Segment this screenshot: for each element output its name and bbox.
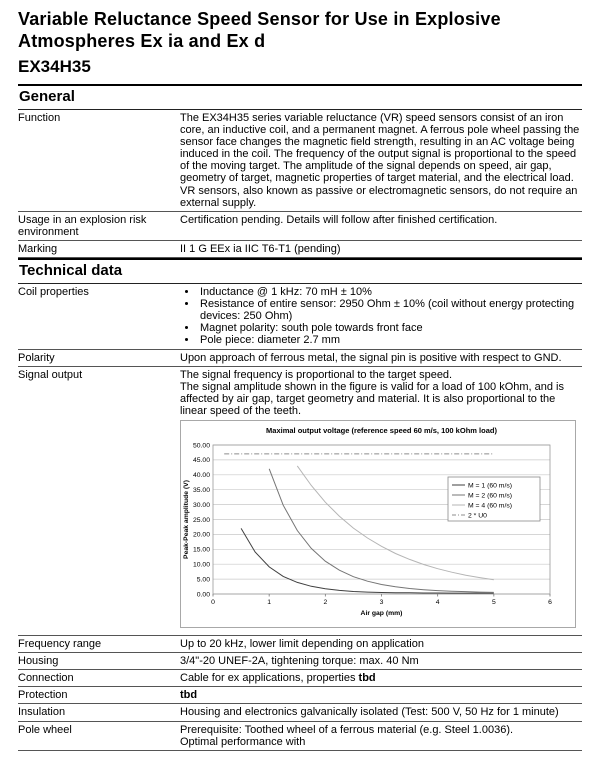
y-tick-label: 0.00 xyxy=(196,591,210,599)
table-row-function xyxy=(18,110,582,212)
row-value-paragraph: The signal frequency is proportional to the target speed. xyxy=(180,368,453,381)
row-value-paragraph: The EX34H35 series variable reluctance (VR) speed sensors consist of an iron core, an inductive coil, and a permanent magnet. A ferrous pole wheel passing the sensor face changes the magnetic field strength, resulting in an AC voltage being induced in the coil. The frequency of the output signal is proportional to the speed of the moving target. The amplitude of the signal depends on speed, air gap, geometry of target, magnetic properties of target material, and the electrical load. VR sensors, also known as passive or electromagnetic sensors, do not require an external supply. xyxy=(180,112,580,209)
section-technical-data xyxy=(18,258,582,751)
bullet-item: • Pole piece: diameter 2.7 mm xyxy=(198,334,582,346)
row-value xyxy=(180,689,582,701)
y-tick-label: 10.00 xyxy=(192,561,210,569)
row-value-paragraph: II 1 G EEx ia IIC T6-T1 (pending) xyxy=(180,242,341,255)
bullet-item: • Inductance @ 1 kHz: 70 mH ± 10% xyxy=(198,286,582,298)
table-row-coil-properties xyxy=(18,284,582,349)
row-label: Marking xyxy=(18,242,58,255)
bullet-list xyxy=(198,286,582,346)
y-tick-label: 20.00 xyxy=(192,531,210,539)
x-tick-label: 0 xyxy=(211,598,215,606)
row-value xyxy=(180,706,582,718)
row-label: Usage in an explosion risk environment xyxy=(18,213,147,238)
y-tick-label: 40.00 xyxy=(192,472,210,480)
table-row-connection xyxy=(18,670,582,687)
row-value xyxy=(180,214,582,238)
table-row-pole-wheel xyxy=(18,722,582,751)
y-tick-label: 30.00 xyxy=(192,501,210,509)
bullet-item: • Magnet polarity: south pole towards front face xyxy=(198,322,582,334)
row-value xyxy=(180,724,582,748)
page-title-line2: Atmospheres Ex ia and Ex d xyxy=(18,31,266,51)
table-row-housing xyxy=(18,653,582,670)
row-value-paragraph xyxy=(180,672,582,684)
y-tick-label: 50.00 xyxy=(192,442,210,450)
row-label: Signal output xyxy=(18,368,83,381)
table-row-marking xyxy=(18,241,582,258)
row-value xyxy=(180,655,582,667)
row-value-paragraph: Housing and electronics galvanically isolated (Test: 500 V, 50 Hz for 1 minute) xyxy=(180,706,559,719)
x-tick-label: 4 xyxy=(435,598,440,606)
row-label: Function xyxy=(18,112,61,124)
row-value-paragraph: Optimal performance with xyxy=(180,735,306,748)
row-value-paragraph: Prerequisite: Toothed wheel of a ferrous material (e.g. Steel 1.0036). xyxy=(180,723,514,736)
table-row-frequency-range xyxy=(18,636,582,653)
row-label: Insulation xyxy=(18,706,66,719)
row-value xyxy=(180,112,582,209)
section-heading: General xyxy=(18,86,582,110)
row-label: Pole wheel xyxy=(18,723,72,736)
section-heading: Technical data xyxy=(18,260,582,284)
legend-label: 2 * U0 xyxy=(468,512,487,520)
page-title xyxy=(18,8,582,52)
chart-border xyxy=(181,420,576,627)
y-axis-title: Peak-Peak amplitude (V) xyxy=(183,479,190,559)
row-value-paragraph xyxy=(180,689,582,701)
x-tick-label: 6 xyxy=(548,598,552,606)
section-general xyxy=(18,84,582,258)
row-label: Polarity xyxy=(18,351,55,364)
bullet-item: • Resistance of entire sensor: 2950 Ohm ± 10% (coil without energy protecting devices: 250 Ohm) xyxy=(198,298,582,322)
model-number: EX34H35 xyxy=(18,57,91,76)
row-value-paragraph: Certification pending. Details will follow after finished certification. xyxy=(180,213,498,226)
chart-container xyxy=(180,420,582,631)
row-label: Housing xyxy=(18,655,59,668)
row-label: Coil properties xyxy=(18,286,89,299)
y-tick-label: 25.00 xyxy=(192,516,210,524)
y-tick-label: 5.00 xyxy=(196,576,210,584)
legend-label: M = 2 (60 m/s) xyxy=(468,492,513,500)
row-value xyxy=(180,286,582,346)
row-value-paragraph: The signal amplitude shown in the figure is valid for a load of 100 kOhm, and is affected by air gap, target geometry and material. It is also proportional to the linear speed of the teeth. xyxy=(180,380,564,417)
table-row-signal-output xyxy=(18,367,582,636)
row-value xyxy=(180,672,582,684)
row-value xyxy=(180,243,582,255)
chart-title: Maximal output voltage (reference speed 60 m/s, 100 kOhm load) xyxy=(266,425,497,435)
x-tick-label: 2 xyxy=(323,598,328,606)
row-label: Connection xyxy=(18,672,74,685)
page-title-line1: Variable Reluctance Speed Sensor for Use in Explosive xyxy=(18,9,501,29)
row-label: Protection xyxy=(18,689,68,702)
table-row-usage-in-an-explosion-risk-environment xyxy=(18,212,582,241)
row-value-bold-text: tbd xyxy=(180,689,198,702)
x-tick-label: 5 xyxy=(491,598,496,606)
table-row-polarity xyxy=(18,350,582,367)
y-tick-label: 45.00 xyxy=(192,457,210,465)
row-value-paragraph: Upon approach of ferrous metal, the signal pin is positive with respect to GND. xyxy=(180,351,562,364)
table-row-protection xyxy=(18,687,582,704)
x-tick-label: 1 xyxy=(267,598,272,606)
row-value xyxy=(180,369,582,633)
row-value xyxy=(180,352,582,364)
legend-label: M = 1 (60 m/s) xyxy=(468,482,513,490)
row-value-paragraph: Up to 20 kHz, lower limit depending on application xyxy=(180,638,424,651)
spec-table xyxy=(18,84,582,751)
row-label: Frequency range xyxy=(18,638,102,651)
y-tick-label: 35.00 xyxy=(192,486,210,494)
row-value-text: Cable for ex applications, properties xyxy=(180,672,359,685)
x-axis-title: Air gap (mm) xyxy=(360,609,403,617)
legend-label: M = 4 (60 m/s) xyxy=(468,502,513,510)
row-value xyxy=(180,638,582,650)
y-tick-label: 15.00 xyxy=(192,546,210,554)
signal-output-chart xyxy=(180,420,576,628)
x-tick-label: 3 xyxy=(379,598,384,606)
row-value-paragraph: 3/4"-20 UNEF-2A, tightening torque: max. 40 Nm xyxy=(180,655,419,668)
row-value-bold-text: tbd xyxy=(358,672,376,685)
table-row-insulation xyxy=(18,704,582,721)
